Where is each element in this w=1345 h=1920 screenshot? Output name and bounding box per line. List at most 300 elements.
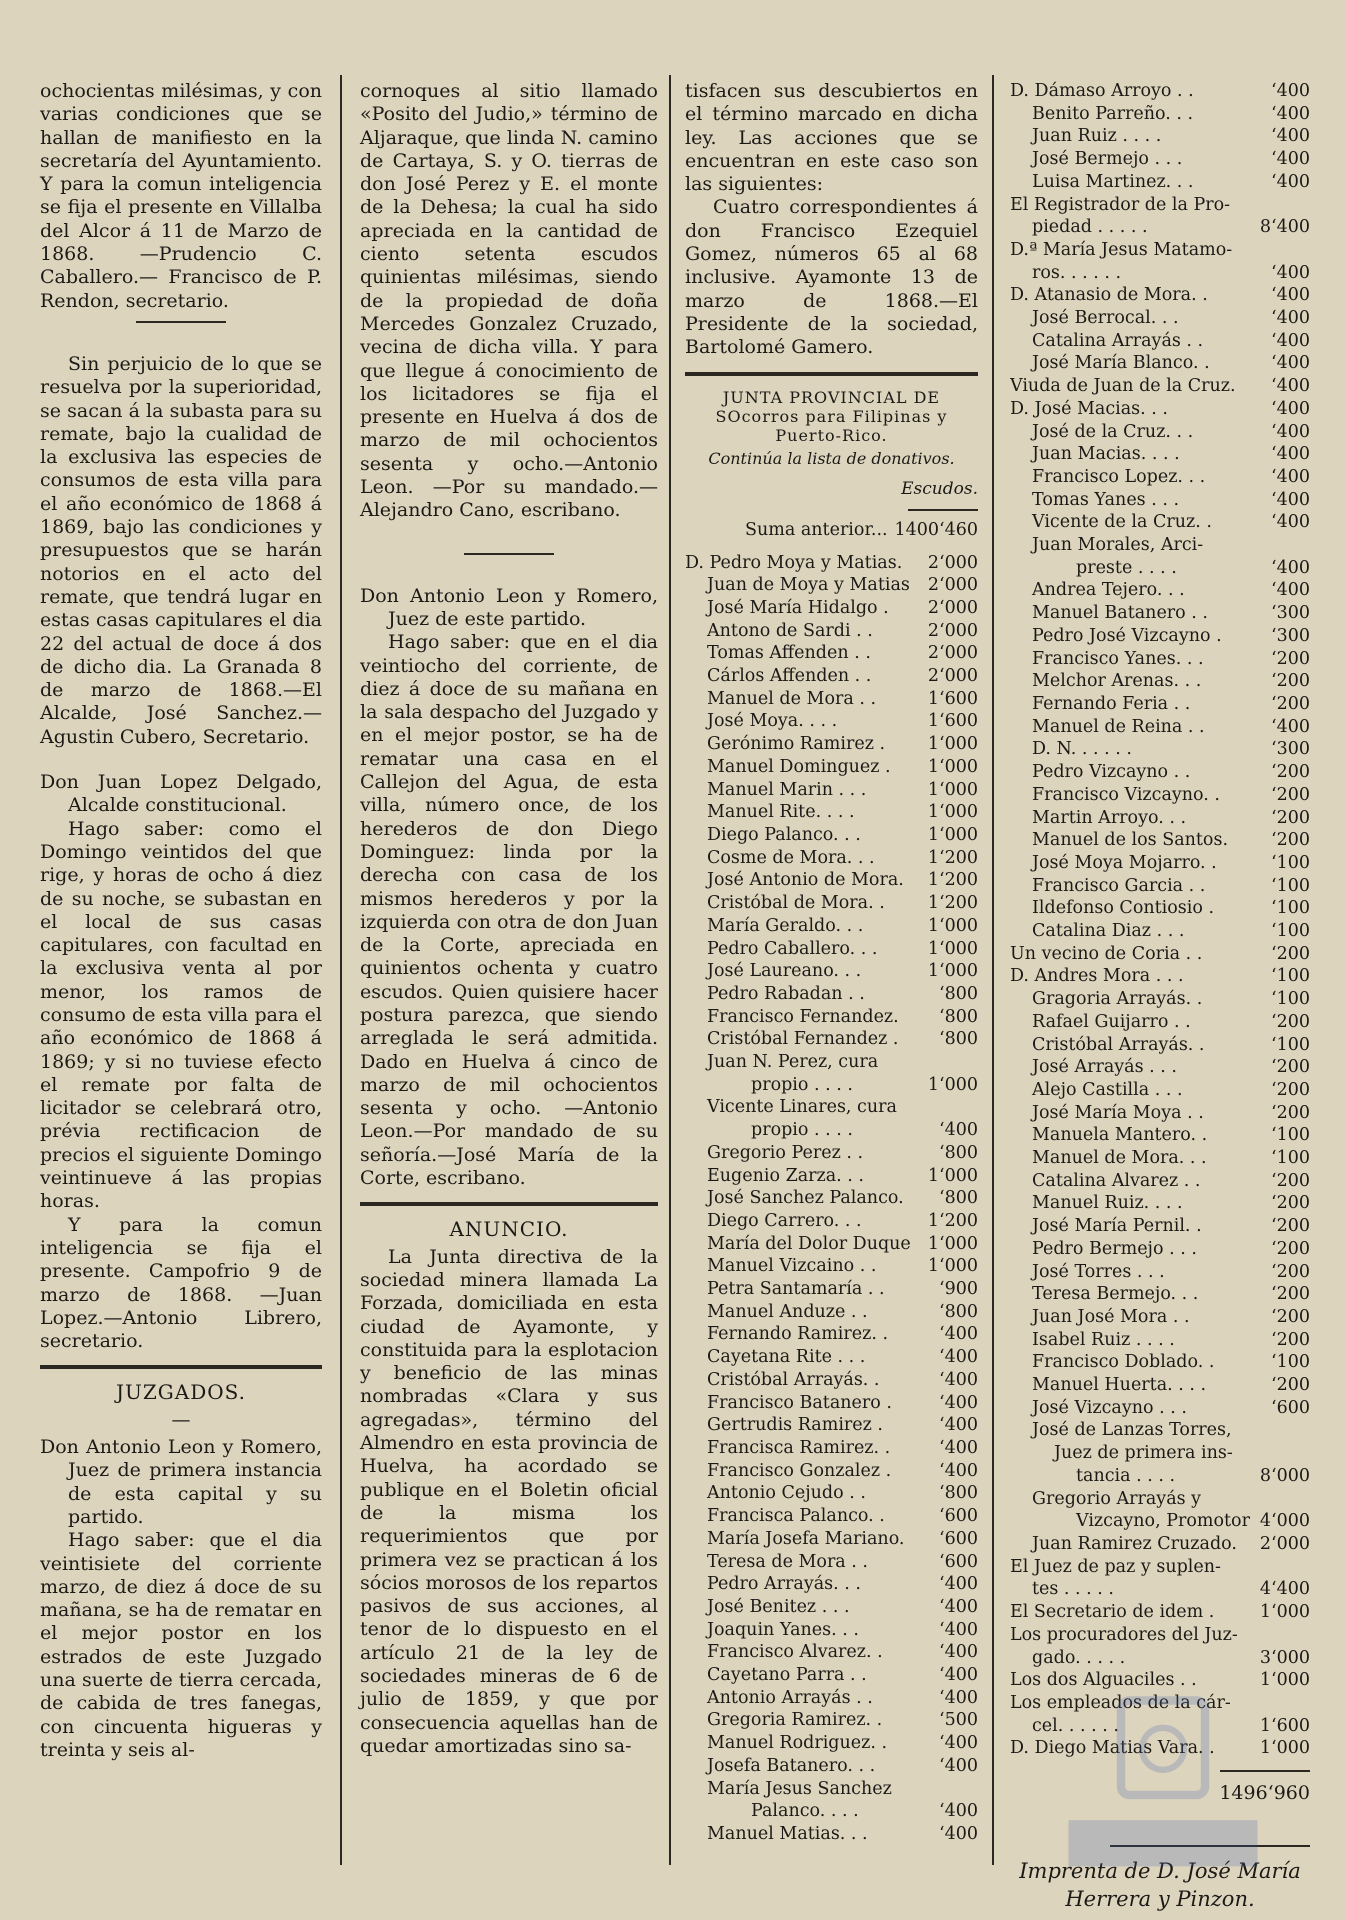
donation-amount: ‘400 <box>1271 557 1310 578</box>
donation-amount: ‘200 <box>1271 1057 1310 1078</box>
donor-name: Manuel Marin . . . <box>707 779 867 800</box>
donation-row <box>685 688 978 711</box>
donor-name: D. José Macias. . . <box>1010 398 1168 419</box>
donation-amount: 1‘600 <box>927 688 978 709</box>
donation-amount: 1‘200 <box>927 1210 978 1231</box>
donation-row <box>685 574 978 597</box>
donor-name: María Jesus Sanchez <box>707 1778 892 1799</box>
donation-amount: ‘100 <box>1271 898 1310 919</box>
donation-row <box>685 1687 978 1710</box>
notice-la-granada: Sin perjuicio de lo que se resuelva por la superioridad, se sacan á la subasta para su remate, bajo la cualidad de la exclusiva las especies de consumos de esta villa para el año económico de 1868 á 1869, bajo las condiciones y presupuestos que se harán notorios en el acto del remate, que tendrá lugar en estas casas capitulares el dia 22 del actual de doce á dos de dicho dia. La Granada 8 de marzo de 1868.—El Alcalde, José Sanchez.—Agustin Cubero, Secretario. <box>40 352 322 748</box>
donor-name: Juan Ramirez Cruzado. <box>1032 1534 1237 1554</box>
donation-row <box>1010 670 1310 693</box>
donation-amount: 1‘000 <box>927 1256 978 1277</box>
notice-juzgado-heading: Don Antonio Leon y Romero, Juez de primera instancia de esta capital y su partido. <box>40 1436 322 1528</box>
donation-amount: ‘200 <box>1271 1329 1310 1350</box>
donation-row <box>1010 194 1310 239</box>
donor-list <box>685 552 978 1846</box>
donation-amount: ‘600 <box>939 1528 978 1549</box>
donor-name: Pedro Caballero. . . <box>707 938 878 959</box>
donor-name: Teresa Bermejo. . . <box>1032 1284 1199 1305</box>
donation-amount: ‘200 <box>1271 693 1310 714</box>
donation-amount: ‘200 <box>1271 1284 1310 1305</box>
donation-row <box>685 1778 978 1823</box>
donor-name: preste . . . . <box>1076 557 1177 578</box>
donation-row <box>1010 943 1310 966</box>
archive-stamp-watermark-icon <box>1058 1690 1268 1900</box>
donation-row <box>685 552 978 575</box>
donation-amount: ‘800 <box>939 1142 978 1163</box>
donor-name: Teresa de Mora . . <box>707 1551 868 1572</box>
donation-row <box>1010 875 1310 898</box>
donation-row <box>1010 807 1310 830</box>
donation-amount: 1‘000 <box>927 802 978 823</box>
donor-name: ros. . . . . . <box>1032 262 1122 283</box>
donor-name: Cayetana Rite . . . <box>707 1347 866 1368</box>
donation-amount: ‘400 <box>939 1120 978 1141</box>
donation-amount: ‘400 <box>1271 330 1310 351</box>
donation-amount: ‘600 <box>939 1551 978 1572</box>
donor-name: Cristóbal Fernandez . <box>707 1029 899 1050</box>
donation-row <box>1010 534 1310 579</box>
donation-amount: 1‘000 <box>1259 1670 1310 1691</box>
donation-row <box>1010 784 1310 807</box>
donation-row <box>1010 489 1310 512</box>
notice-la-forzada-cont: tisfacen sus descubiertos en el término marcado en dicha ley. Las acciones que se encuentran en este caso son las siguientes: <box>685 80 978 196</box>
notice-villalba: ochocientas milésimas, y con varias condiciones que se hallan de manifiesto en la secretaría del Ayuntamiento. Y para la comun inteligencia se fija el presente en Villalba del Alcor á 11 de Marzo de 1868. —Prudencio C. Caballero.— Francisco de P. Rendon, secretario. <box>40 80 322 312</box>
donation-amount: 2‘000 <box>1259 1534 1310 1554</box>
donor-name: Gerónimo Ramirez . <box>707 734 886 755</box>
donation-row <box>1010 1556 1310 1601</box>
donor-name: Antonio Arrayás . . <box>707 1687 873 1708</box>
donation-row <box>1010 125 1310 148</box>
donation-row <box>1010 1147 1310 1170</box>
donor-name: Gregorio Arrayás y <box>1032 1488 1202 1509</box>
donor-name: Catalina Alvarez . . <box>1032 1170 1201 1191</box>
donation-row <box>1010 897 1310 920</box>
donation-row <box>685 1641 978 1664</box>
donation-amount: ‘600 <box>939 1506 978 1527</box>
donor-name: Francisco Yanes. . . <box>1032 648 1204 669</box>
donor-name: Manuel de los Santos. <box>1032 830 1229 851</box>
donation-row <box>685 710 978 733</box>
donor-name: D. Diego Matias Vara. . <box>1010 1738 1215 1759</box>
donation-row <box>1010 1533 1310 1556</box>
donation-row <box>1010 1283 1310 1306</box>
donation-row <box>685 1165 978 1188</box>
donation-amount: 1‘000 <box>927 938 978 959</box>
donation-row <box>685 1755 978 1778</box>
donation-amount: 1‘000 <box>927 825 978 845</box>
donation-amount: ‘200 <box>1271 1011 1310 1032</box>
donation-amount: ‘200 <box>1271 1375 1310 1396</box>
donor-name: Eugenio Zarza. . . <box>707 1165 864 1186</box>
donation-amount: ‘400 <box>1271 308 1310 329</box>
donation-row <box>685 1255 978 1278</box>
donation-amount: 1‘200 <box>927 870 978 891</box>
donor-name: Pedro José Vizcayno . <box>1032 625 1222 646</box>
section-heading-junta: JUNTA PROVINCIAL DE SOcorros para Filipinas y Puerto-Rico. <box>715 387 948 445</box>
donation-amount: ‘400 <box>939 1801 978 1822</box>
notice-aljaraque: cornoques al sitio llamado «Posito del Judio,» término de Aljaraque, que linda N. camino de Cartaya, S. y O. tierras de don José Perez y E. el monte de la Dehesa; la cual ha sido apreciada en la cantidad de ciento setenta escudos quinientas milésimas, siendo de la propiedad de doña Mercedes Gonzalez Cruzado, vecina de dicha villa. Y para que llegue á conocimiento de los licitadores se fija el presente en Huelva á dos de marzo de mil ochocientos sesenta y ocho.—Antonio Leon. —Por su mandado.—Alejandro Cano, escribano. <box>360 80 658 522</box>
donor-name: Manuela Mantero. . <box>1032 1125 1208 1146</box>
donation-row <box>1010 511 1310 534</box>
donation-amount: ‘200 <box>1271 943 1310 964</box>
donation-row <box>685 824 978 847</box>
donation-amount: ‘300 <box>1271 739 1310 760</box>
column-divider <box>669 75 671 1865</box>
donation-amount: ‘200 <box>1271 807 1310 828</box>
donation-amount: ‘400 <box>1271 81 1310 101</box>
donation-amount: ‘100 <box>1271 852 1310 873</box>
donor-name: Los procuradores del Juz- <box>1010 1624 1238 1645</box>
donor-name: Manuel de Mora. . . <box>1032 1148 1207 1169</box>
donation-amount: ‘300 <box>1271 625 1310 646</box>
donation-row <box>1010 1624 1310 1669</box>
donor-name: Los dos Alguaciles . . <box>1010 1670 1197 1691</box>
donation-amount: ‘200 <box>1271 1102 1310 1123</box>
donation-row <box>1010 284 1310 307</box>
donation-row <box>1010 80 1310 103</box>
donation-row <box>685 1573 978 1596</box>
donor-name: Vizcayno, Promotor <box>1076 1511 1250 1532</box>
donation-row <box>1010 239 1310 284</box>
donor-name: José Arrayás . . . <box>1032 1057 1177 1078</box>
donor-name: Gregoria Ramirez. . <box>707 1710 883 1731</box>
donation-row <box>1010 1329 1310 1352</box>
donation-amount: ‘400 <box>939 1415 978 1436</box>
donor-name: Diego Palanco. . . <box>707 825 861 845</box>
section-rule <box>360 1202 658 1206</box>
section-heading-anuncio: ANUNCIO. <box>449 1217 569 1242</box>
donor-name: José Laureano. . . <box>707 961 862 982</box>
donation-amount: 1‘200 <box>927 893 978 914</box>
donation-row <box>1010 103 1310 126</box>
donation-amount: ‘200 <box>1271 784 1310 805</box>
donation-row <box>685 1551 978 1574</box>
donor-name: Juan Macias. . . . <box>1032 444 1180 465</box>
donation-row <box>1010 965 1310 988</box>
notice-juzgado-body: Hago saber: que el dia veintisiete del corriente marzo, de diez á doce de su mañana, se ha de rematar en el mejor postor en los estrados de este Juzgado una suerte de tierra cercada, de cabida de tres fanegas, con cincuenta higueras y treinta y seis al- <box>40 1529 322 1761</box>
donation-row <box>685 1437 978 1460</box>
donation-amount: ‘200 <box>1271 1306 1310 1327</box>
donation-amount: ‘400 <box>1271 376 1310 397</box>
donor-name: José Torres . . . <box>1032 1261 1165 1282</box>
donation-amount: ‘200 <box>1271 648 1310 669</box>
donation-row <box>1010 602 1310 625</box>
donation-row <box>685 1505 978 1528</box>
donor-name: José Moya Mojarro. . <box>1032 852 1217 873</box>
donation-row <box>1010 625 1310 648</box>
donation-amount: 1‘600 <box>927 711 978 732</box>
donor-list <box>1010 80 1310 1760</box>
donation-amount: ‘800 <box>939 1483 978 1504</box>
donor-name: Gragoria Arrayás. . <box>1032 989 1203 1010</box>
donation-amount: ‘200 <box>1271 1238 1310 1259</box>
donation-row <box>1010 1419 1310 1487</box>
donor-name: Juan N. Perez, cura <box>707 1052 879 1073</box>
subtotal-row <box>685 519 978 542</box>
donation-amount: ‘400 <box>939 1574 978 1595</box>
donor-name: José María Blanco. . <box>1032 353 1210 374</box>
column-1 <box>40 80 322 1762</box>
notice-campofrio-closing: Y para la comun inteligencia se fija el presente. Campofrio 9 de marzo de 1868. —Juan Lopez.—Antonio Librero, secretario. <box>40 1213 322 1353</box>
donor-name: D. Pedro Moya y Matias. <box>685 552 903 573</box>
donation-amount: ‘200 <box>1271 1170 1310 1191</box>
donor-name: José de Lanzas Torres, <box>1032 1420 1232 1441</box>
donor-name: Josefa Batanero. . . <box>707 1755 876 1776</box>
donation-amount: ‘100 <box>1271 966 1310 987</box>
donor-name: Cristóbal Arrayás. . <box>1032 1034 1205 1055</box>
donation-row <box>685 1278 978 1301</box>
donation-amount: 1‘000 <box>927 734 978 755</box>
donation-amount: ‘800 <box>939 1188 978 1209</box>
donor-name: Cayetano Parra . . <box>707 1665 867 1686</box>
donor-name: Tomas Yanes . . . <box>1032 489 1180 510</box>
donation-amount: ‘600 <box>1271 1397 1310 1418</box>
donation-row <box>685 1596 978 1619</box>
donation-row <box>1010 1079 1310 1102</box>
donor-name: Fernando Ramirez. . <box>707 1324 889 1345</box>
donor-name: Manuel Rodriguez. . <box>707 1733 888 1754</box>
donation-row <box>1010 352 1310 375</box>
donation-row <box>1010 1034 1310 1057</box>
column-divider <box>992 75 994 1865</box>
donation-amount: ‘800 <box>939 983 978 1004</box>
donation-amount: ‘100 <box>1271 921 1310 942</box>
donation-row <box>685 733 978 756</box>
donation-row <box>685 983 978 1006</box>
donation-row <box>685 642 978 665</box>
donation-row <box>685 847 978 870</box>
donation-row <box>685 756 978 779</box>
donor-name: José María Hidalgo . <box>707 597 889 618</box>
donor-name: Francisco Gonzalez . <box>707 1460 892 1481</box>
donation-amount: ‘800 <box>939 1006 978 1027</box>
separator <box>464 553 554 555</box>
donor-name: Isabel Ruiz . . . . <box>1032 1329 1175 1350</box>
donor-name: Manuel Batanero . . <box>1032 603 1208 624</box>
donation-amount: ‘900 <box>939 1279 978 1300</box>
donor-name: Manuel Dominguez . <box>707 756 891 777</box>
donation-amount: 1‘000 <box>1259 1602 1310 1623</box>
donation-row <box>685 1028 978 1051</box>
donation-amount: ‘400 <box>939 1324 978 1345</box>
notice-campofrio-heading: Don Juan Lopez Delgado, Alcalde constitucional. <box>40 771 322 817</box>
column-3 <box>685 80 978 1846</box>
donation-amount: ‘400 <box>1271 398 1310 419</box>
donor-name: Juan José Mora . . <box>1032 1306 1190 1327</box>
donation-amount: ‘400 <box>939 1596 978 1617</box>
column-divider <box>340 75 342 1865</box>
imprint-line-1: Imprenta de D. José María <box>1019 1859 1301 1884</box>
donation-amount: ‘100 <box>1271 989 1310 1010</box>
donor-name: Benito Parreño. . . <box>1032 103 1194 124</box>
donation-row <box>1010 579 1310 602</box>
donation-amount: 1‘000 <box>927 915 978 936</box>
donation-row <box>685 1528 978 1551</box>
donation-row <box>1010 330 1310 353</box>
donation-row <box>1010 693 1310 716</box>
donation-row <box>1010 421 1310 444</box>
donor-name: José María Moya . . <box>1032 1102 1204 1123</box>
donation-amount: ‘100 <box>1271 875 1310 896</box>
donation-row <box>1010 398 1310 421</box>
donor-name: cel. . . . . . <box>1032 1715 1119 1736</box>
donation-row <box>685 1664 978 1687</box>
donation-row <box>685 869 978 892</box>
donation-row <box>1010 1488 1310 1533</box>
donation-row <box>685 1142 978 1165</box>
donation-amount: ‘400 <box>1271 716 1310 737</box>
donation-row <box>685 1096 978 1141</box>
donor-name: Manuel Ruiz. . . . <box>1032 1193 1183 1214</box>
donation-row <box>1010 1306 1310 1329</box>
donor-name: Rafael Guijarro . . <box>1032 1011 1191 1032</box>
donor-name: María Geraldo. . . <box>707 915 864 936</box>
donation-amount: 8‘000 <box>1259 1465 1310 1486</box>
donation-amount: ‘200 <box>1271 1216 1310 1237</box>
donor-name: Manuel de Reina . . <box>1032 716 1205 737</box>
donor-name: Francisca Palanco. . <box>707 1506 885 1527</box>
donor-name: tes . . . . . <box>1032 1579 1114 1600</box>
donation-amount: ‘400 <box>939 1665 978 1686</box>
donor-name: propio . . . . <box>751 1120 853 1141</box>
donation-row <box>685 1301 978 1324</box>
donor-name: Catalina Diaz . . . <box>1032 921 1185 942</box>
donor-name: Martin Arroyo. . . <box>1032 807 1187 828</box>
donation-amount: 1‘000 <box>927 1233 978 1254</box>
notice-acciones: Cuatro correspondientes á don Francisco Ezequiel Gomez, números 65 al 68 inclusive. Ayamonte 13 de marzo de 1868.—El Presidente de la sociedad, Bartolomé Gamero. <box>685 196 978 359</box>
donor-name: piedad . . . . . <box>1032 217 1148 238</box>
donor-name: Manuel Rite. . . . <box>707 802 855 823</box>
donation-amount: ‘400 <box>939 1347 978 1368</box>
donation-row <box>1010 171 1310 194</box>
donation-amount: ‘200 <box>1271 1261 1310 1282</box>
donation-row <box>685 597 978 620</box>
donation-amount: 1‘000 <box>927 756 978 777</box>
section-heading-juzgados: JUZGADOS. <box>116 1380 246 1405</box>
donation-amount: 3‘000 <box>1259 1647 1310 1668</box>
donation-amount: ‘400 <box>1271 353 1310 374</box>
section-rule <box>40 1365 322 1369</box>
donation-row <box>1010 1601 1310 1624</box>
donation-row <box>1010 738 1310 761</box>
donor-name: Petra Santamaría . . <box>707 1279 885 1300</box>
donor-name: María del Dolor Duque <box>707 1233 911 1254</box>
donation-row <box>1010 1261 1310 1284</box>
donation-row <box>685 1709 978 1732</box>
donor-name: José Antonio de Mora. <box>707 870 904 891</box>
donation-amount: 1‘000 <box>1259 1738 1310 1759</box>
donation-row <box>1010 443 1310 466</box>
donation-row <box>1010 466 1310 489</box>
donation-row <box>685 1823 978 1846</box>
notice-campofrio-body: Hago saber: como el Domingo veintidos del que rige, y horas de ocho á diez de su noche, se subastan en el local de sus casas capitulares, con facultad en la exclusiva venta al por menor, los ramos de consumo de esta villa para el año económico de 1868 á 1869; y si no tuviese efecto el remate por falta de licitador se celebrará otro, prévia rectificacion de precios el siguiente Domingo veintinueve á las propias horas. <box>40 817 322 1213</box>
donation-amount: ‘800 <box>939 1301 978 1322</box>
donor-name: Cárlos Affenden . . <box>707 666 872 687</box>
donor-name: José Bermejo . . . <box>1032 149 1183 170</box>
donation-amount: 4‘000 <box>1259 1511 1310 1532</box>
donor-name: propio . . . . <box>751 1074 853 1095</box>
donation-amount: ‘100 <box>1271 1148 1310 1169</box>
donation-row <box>1010 1374 1310 1397</box>
donation-row <box>685 1346 978 1369</box>
imprint-line-2: Herrera y Pinzon. <box>1065 1887 1255 1912</box>
donation-amount: ‘400 <box>939 1369 978 1390</box>
donation-row <box>685 960 978 983</box>
donation-row <box>1010 1102 1310 1125</box>
notice-la-forzada: La Junta directiva de la sociedad minera llamada La Forzada, domiciliada en esta ciudad de Ayamonte, y constituida para la esplotacion y beneficio de las minas nombradas «Clara y sus agregadas», término del Almendro en esta provincia de Huelva, ha acordado se publique en el Boletin oficial de la misma los requerimientos que por primera vez se practican á los sócios morosos de los repartos pasivos de sus acciones, al tenor de lo dispuesto en el artículo 21 de la ley de sociedades mineras de 6 de julio de 1859, y que por consecuencia aquellas han de quedar amortizadas sino sa- <box>360 1245 658 1757</box>
donor-name: Manuel de Mora . . <box>707 688 877 709</box>
donor-name: Viuda de Juan de la Cruz. <box>1010 376 1236 397</box>
donor-name: Gertrudis Ramirez . <box>707 1415 883 1436</box>
donation-row <box>1010 1192 1310 1215</box>
donation-amount: ‘200 <box>1271 1079 1310 1100</box>
donation-row <box>685 915 978 938</box>
donor-name: Palanco. . . . <box>751 1801 859 1822</box>
donation-amount: ‘400 <box>1271 489 1310 510</box>
donation-amount: ‘400 <box>939 1437 978 1458</box>
donation-amount: ‘500 <box>939 1710 978 1731</box>
donation-row <box>685 1323 978 1346</box>
donation-row <box>1010 761 1310 784</box>
donation-amount: ‘400 <box>1271 466 1310 487</box>
donation-amount: 2‘000 <box>927 575 978 596</box>
donor-name: Manuel Huerta. . . . <box>1032 1375 1207 1396</box>
donation-amount: ‘400 <box>1271 149 1310 170</box>
column-4 <box>1010 80 1310 1913</box>
heading-dash: — <box>171 1408 191 1431</box>
donor-name: Francisco Batanero . <box>707 1392 892 1413</box>
donation-amount: ‘400 <box>1271 512 1310 533</box>
donation-row <box>1010 829 1310 852</box>
donor-name: Pedro Vizcayno . . <box>1032 762 1191 783</box>
donor-name: D. N. . . . . . <box>1032 739 1132 760</box>
donation-row <box>685 665 978 688</box>
donor-name: José María Pernil. . <box>1032 1216 1202 1237</box>
donation-row <box>685 1619 978 1642</box>
donor-name: Luisa Martinez. . . <box>1032 171 1194 192</box>
donor-name: Gregorio Perez . . <box>707 1142 864 1163</box>
donation-amount: 2‘000 <box>927 552 978 573</box>
donation-amount: 1‘000 <box>927 1074 978 1095</box>
donation-amount: ‘400 <box>1271 262 1310 283</box>
donor-name: Alejo Castilla . . . <box>1032 1079 1183 1100</box>
donation-row <box>685 1187 978 1210</box>
donation-amount: 2‘000 <box>927 597 978 618</box>
currency-header: Escudos. <box>901 478 978 499</box>
donation-row <box>685 1210 978 1233</box>
donor-name: José Moya. . . . <box>707 711 838 732</box>
donor-name: D. Dámaso Arroyo . . <box>1010 81 1194 101</box>
donation-amount: ‘400 <box>939 1642 978 1663</box>
donor-name: Cristóbal de Mora. . <box>707 893 885 914</box>
donor-name: Joaquin Yanes. . . <box>707 1619 859 1640</box>
donation-row <box>1010 1351 1310 1374</box>
donor-name: María Josefa Mariano. <box>707 1528 905 1549</box>
donor-name: D.ª María Jesus Matamo- <box>1010 239 1233 260</box>
donor-name: Antono de Sardi . . <box>707 620 873 641</box>
donation-amount: ‘400 <box>939 1733 978 1754</box>
donor-name: El Secretario de idem . <box>1010 1602 1215 1623</box>
donor-name: Juan de Moya y Matias <box>707 575 910 596</box>
donor-name: Pedro Rabadan . . <box>707 983 865 1004</box>
donor-name: Manuel Matias. . . <box>707 1823 868 1844</box>
donor-name: Catalina Arrayás . . <box>1032 330 1204 351</box>
donor-name: José Vizcayno . . . <box>1032 1397 1187 1418</box>
donor-name: Francisca Ramirez. . <box>707 1437 891 1458</box>
